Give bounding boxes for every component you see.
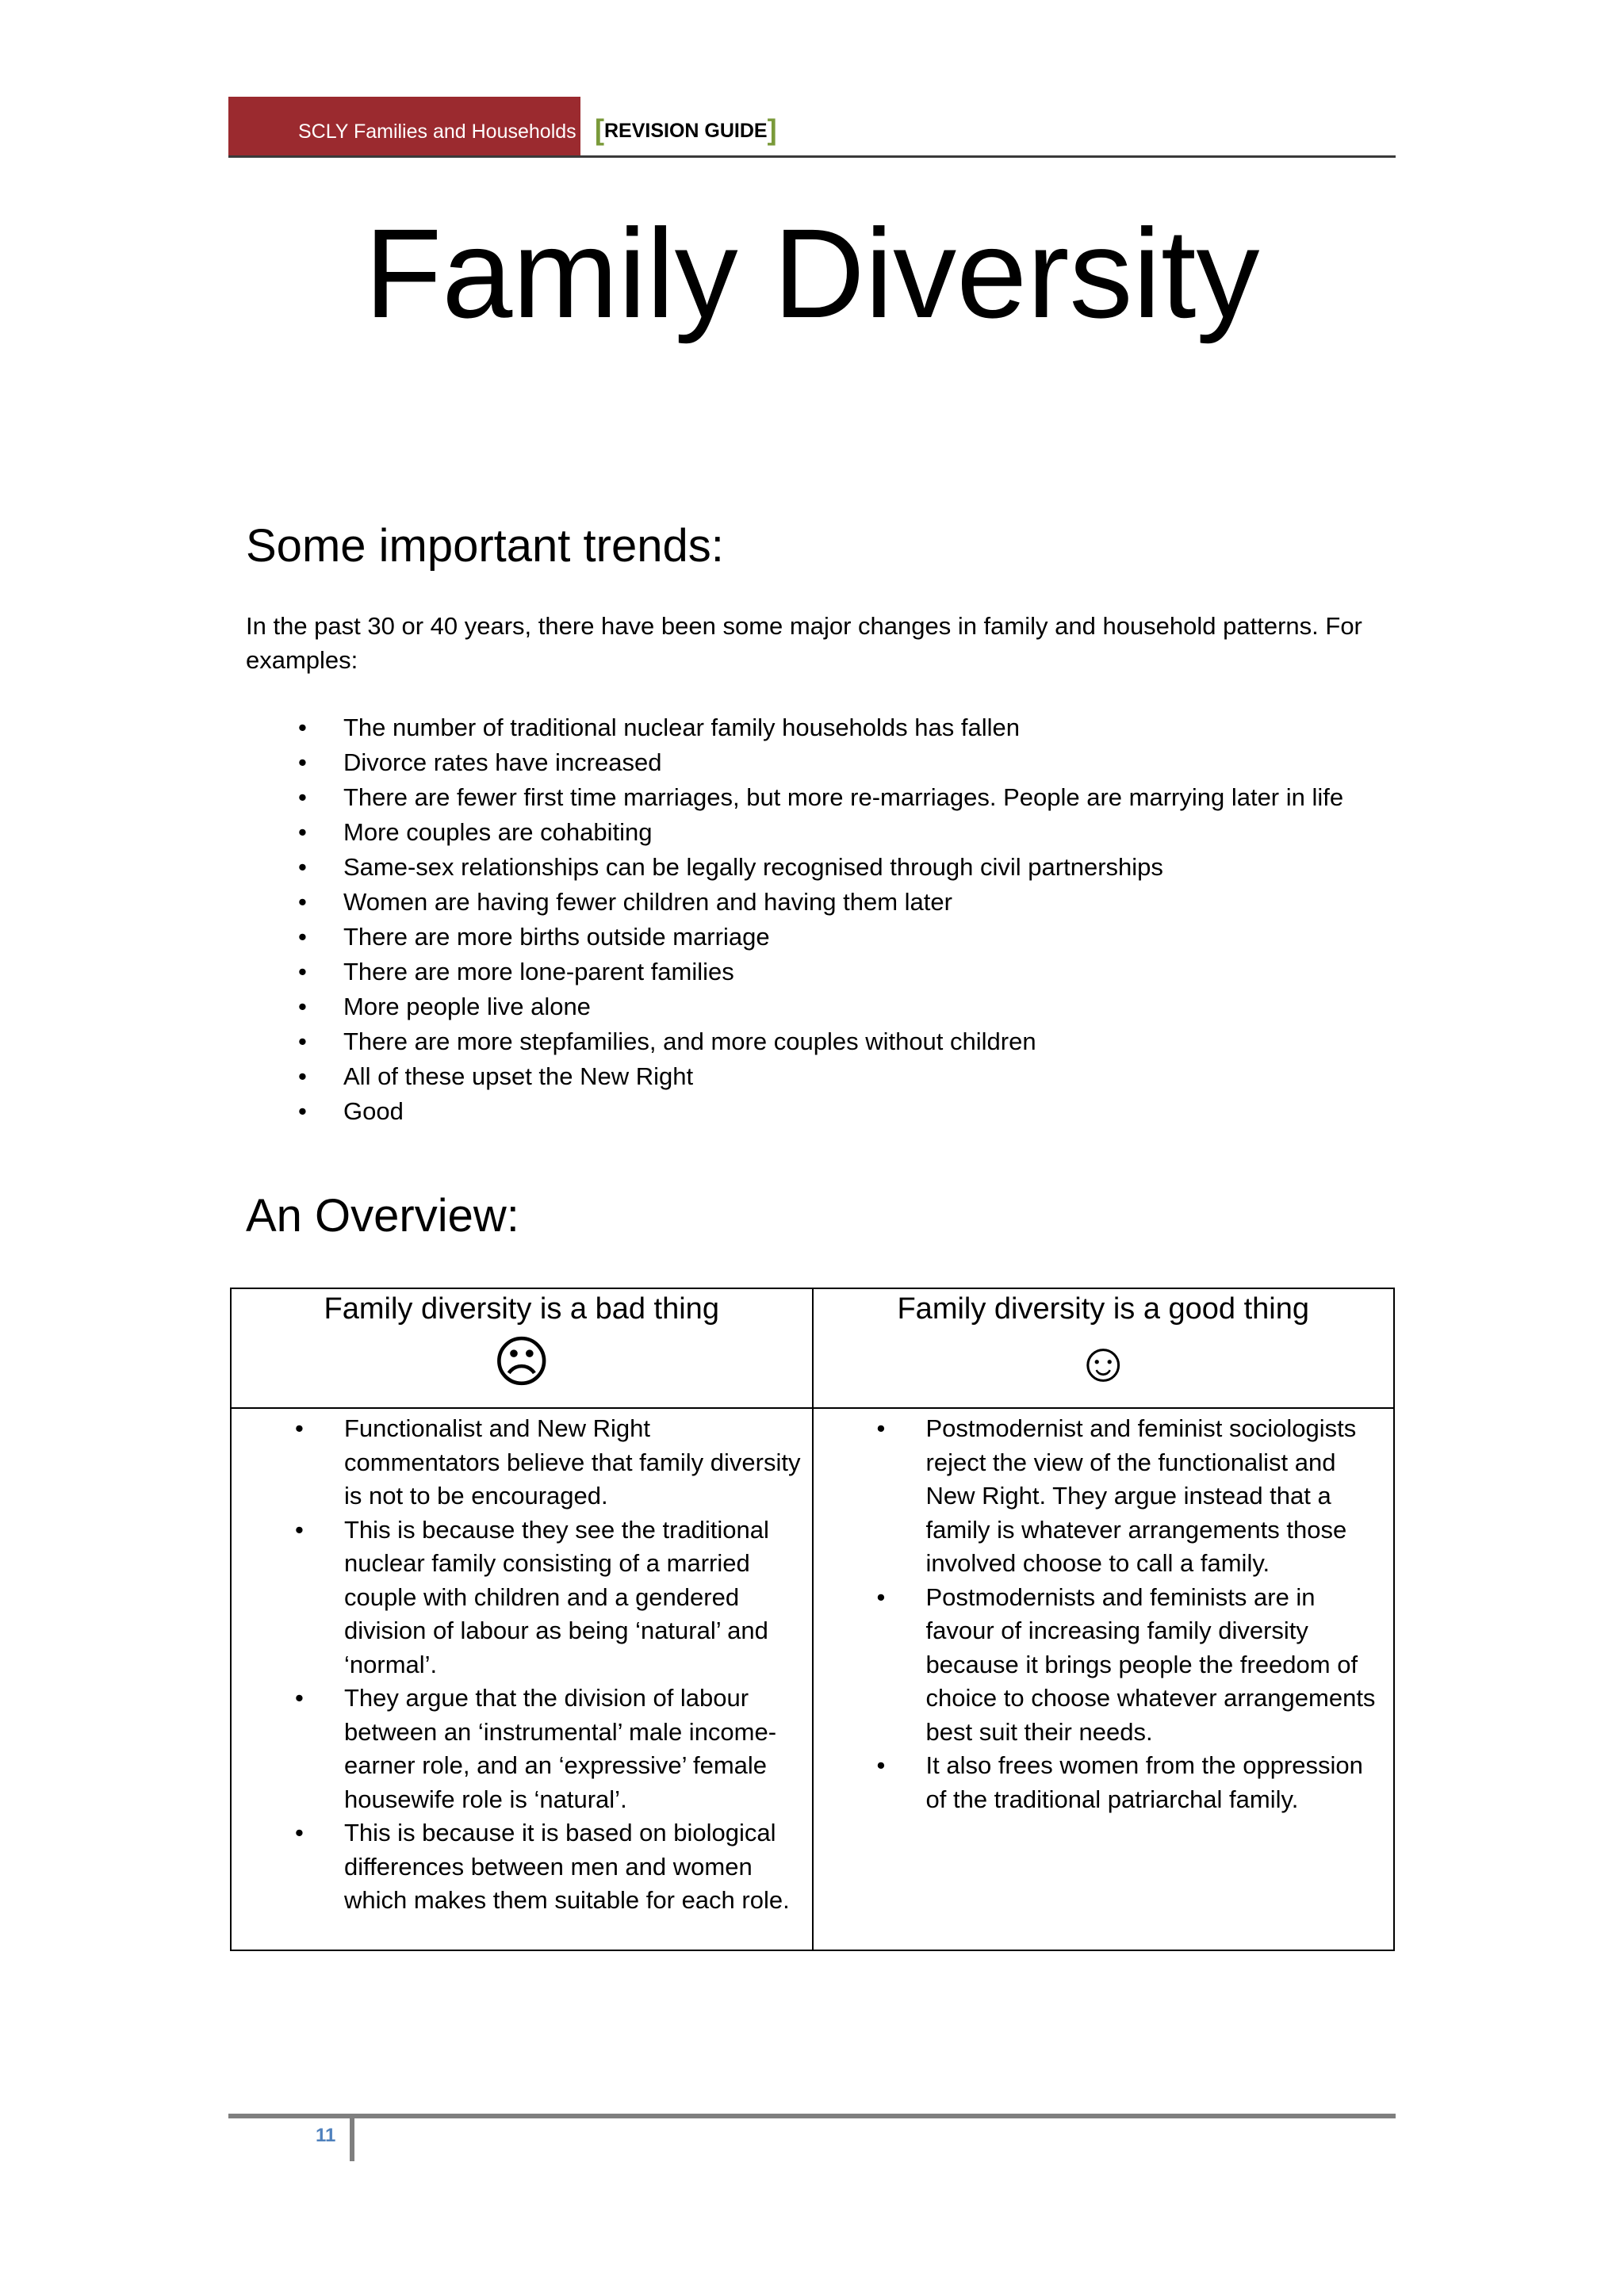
bullet-icon: • — [295, 1819, 304, 1846]
list-item: • All of these upset the New Right — [246, 1059, 1396, 1094]
list-item: • There are fewer first time marriages, but more re-marriages. People are marrying later in life — [246, 780, 1396, 815]
header-guide — [595, 111, 777, 144]
list-item: • Divorce rates have increased — [246, 745, 1396, 780]
bullet-icon: • — [876, 1414, 886, 1442]
bullet-icon: • — [295, 1414, 304, 1442]
bad-column-header — [231, 1288, 813, 1408]
bullet-icon: • — [298, 993, 307, 1020]
bullet-icon: • — [295, 1684, 304, 1712]
page-number: 11 — [316, 2125, 336, 2146]
list-item: • The number of traditional nuclear family households has fallen — [246, 710, 1396, 745]
list-item: • This is because they see the traditional nuclear family consisting of a married couple with children and a gendered division of labour as being ‘natural’ and ‘normal’. — [232, 1513, 812, 1682]
list-item: • Functionalist and New Right commentators believe that family diversity is not to be encouraged. — [232, 1412, 812, 1513]
list-item: • There are more births outside marriage — [246, 920, 1396, 955]
bullet-icon: • — [298, 748, 307, 776]
bullet-icon: • — [295, 1515, 304, 1544]
bullet-icon: • — [298, 888, 307, 916]
bullet-icon: • — [876, 1751, 886, 1779]
bullet-icon: • — [298, 1097, 307, 1125]
bullet-icon: • — [298, 714, 307, 741]
bullet-icon: • — [298, 783, 307, 811]
list-item: • Postmodernists and feminists are in favour of increasing family diversity because it brings people the freedom of choice to choose whatever arrangements best suit their needs. — [814, 1581, 1394, 1750]
list-item: • Same-sex relationships can be legally recognised through civil partnerships — [246, 850, 1396, 885]
smiley-face-icon: ☺ — [1074, 1331, 1132, 1393]
footer-tick — [350, 2118, 354, 2161]
good-column-header — [813, 1288, 1395, 1408]
trends-intro: In the past 30 or 40 years, there have been some major changes in family and household patterns. For examples: — [246, 612, 1362, 674]
header-course-band — [228, 97, 580, 156]
trends-heading: Some important trends: — [246, 520, 724, 572]
bullet-icon: • — [298, 1062, 307, 1090]
sad-face-icon: ☹ — [492, 1331, 551, 1393]
list-item: • Postmodernist and feminist sociologists reject the view of the functionalist and New Right. They argue instead that a family is whatever arrangements those involved choose to call a family. — [814, 1412, 1394, 1581]
header-divider — [228, 155, 1396, 158]
bullet-icon: • — [876, 1582, 886, 1611]
bullet-icon: • — [298, 853, 307, 881]
list-item: • More couples are cohabiting — [246, 815, 1396, 850]
list-item: • There are more stepfamilies, and more couples without children — [246, 1024, 1396, 1059]
bad-column-body — [231, 1408, 813, 1950]
bullet-icon: • — [298, 818, 307, 846]
good-column-body — [813, 1408, 1395, 1950]
bracket-open: [ — [595, 113, 604, 146]
page-title: Family Diversity — [364, 202, 1260, 344]
list-item: • Women are having fewer children and having them later — [246, 885, 1396, 920]
list-item: • There are more lone-parent families — [246, 955, 1396, 989]
list-item: • More people live alone — [246, 989, 1396, 1024]
list-item: • Good — [246, 1094, 1396, 1129]
overview-table — [230, 1288, 1395, 1951]
footer-divider — [228, 2114, 1396, 2118]
list-item: • This is because it is based on biological differences between men and women which makes them suitable for each role. — [232, 1816, 812, 1918]
bullet-icon: • — [298, 1027, 307, 1055]
header-guide-label: REVISION GUIDE — [604, 120, 768, 142]
overview-heading: An Overview: — [246, 1190, 519, 1242]
header-course-label: SCLY Families and Households — [298, 121, 576, 143]
trends-list — [246, 710, 1396, 1129]
bullet-icon: • — [298, 958, 307, 985]
list-item: • They argue that the division of labour between an ‘instrumental’ male income-earner role, and an ‘expressive’ female housewife role is ‘natural’. — [232, 1682, 812, 1816]
good-column-title: Family diversity is a good thing — [897, 1292, 1310, 1326]
list-item: • It also frees women from the oppression of the traditional patriarchal family. — [814, 1749, 1394, 1816]
bad-column-title: Family diversity is a bad thing — [324, 1292, 719, 1326]
bullet-icon: • — [298, 923, 307, 951]
bracket-close: ] — [767, 113, 777, 146]
